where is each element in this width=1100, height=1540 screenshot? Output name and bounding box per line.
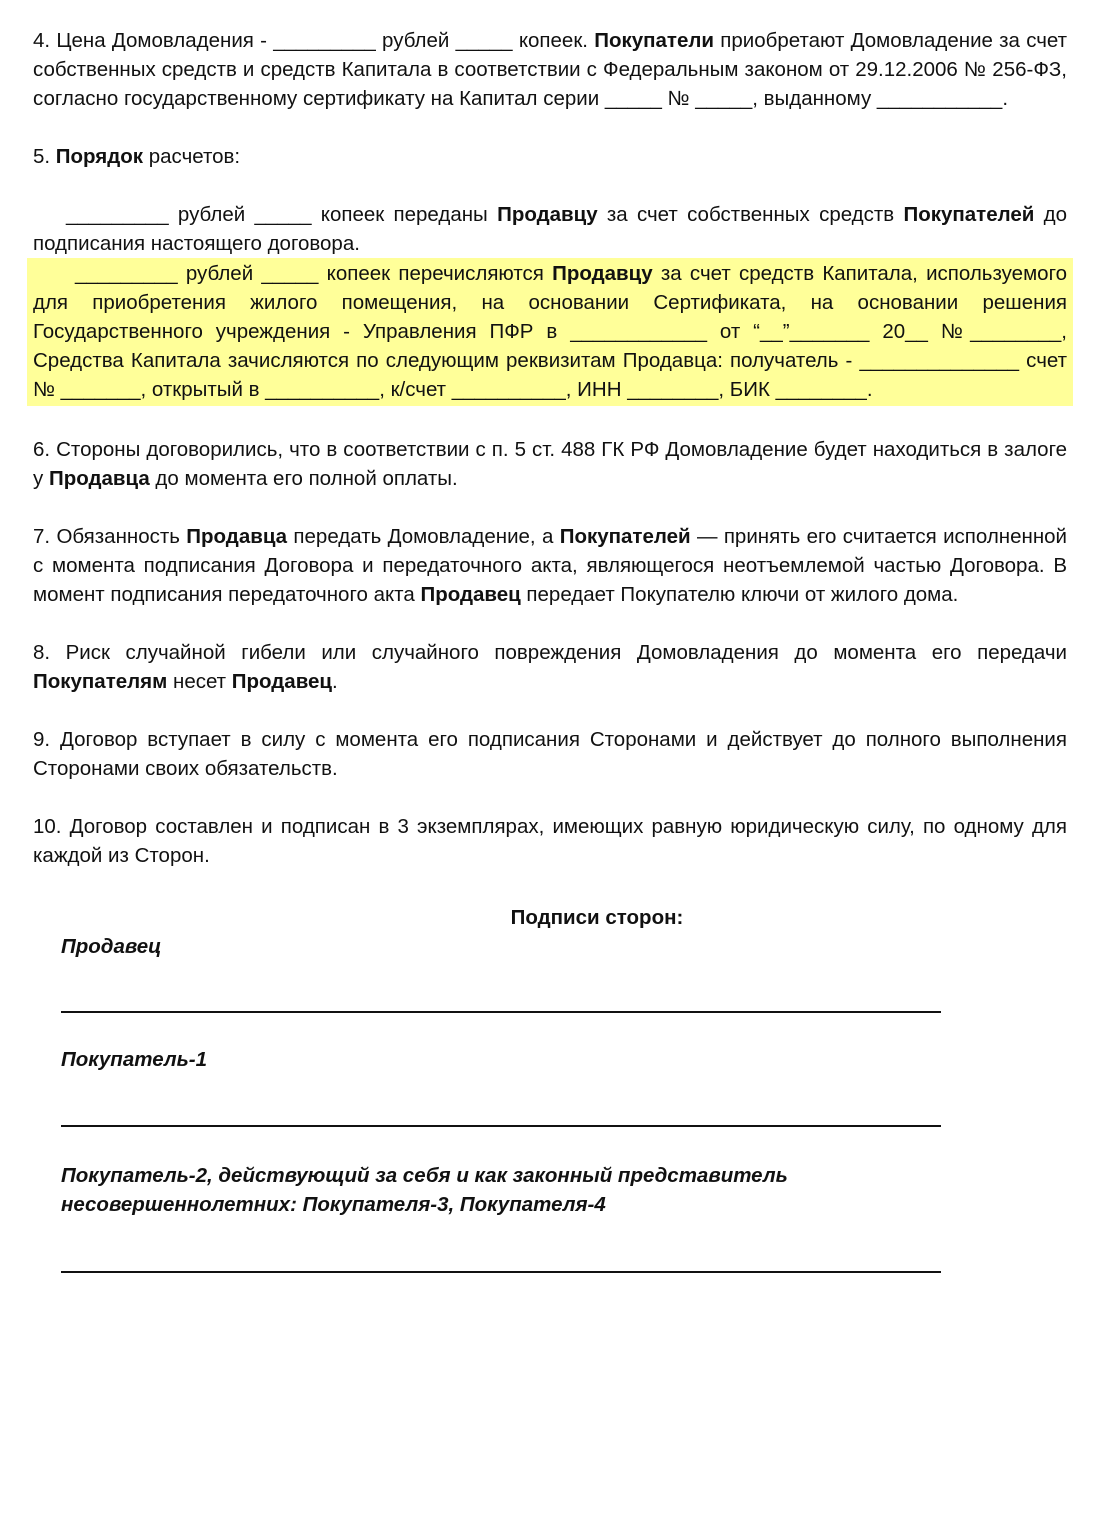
buyer2-signature-line bbox=[61, 1271, 941, 1273]
clause-5-heading bbox=[33, 142, 1067, 171]
clause-5-own-funds-text: _________ рублей _____ копеек переданы bbox=[66, 203, 498, 226]
clause-5-number: 5. bbox=[33, 145, 56, 168]
seller-bold: Продавца bbox=[186, 525, 288, 548]
clause-8-text: 8. Риск случайной гибели или случайного повреждения Домовладения до момента его передачи bbox=[33, 641, 1067, 664]
clause-4-text-rest: приобретают Домовладение за счет собственных средств и средств Капитала в соответствии с Федеральным законом от 29.12.2006 № 256-ФЗ, согласно государственному сертификату на Капитал серии _____ № _____, выданному ___________. bbox=[33, 29, 1068, 110]
clause-5-capital-funds bbox=[33, 259, 1067, 404]
seller-bold: Продавец bbox=[231, 670, 333, 693]
seller-bold: Продавцу bbox=[497, 203, 598, 226]
buyers-bold: Покупателей bbox=[559, 525, 691, 548]
clause-5-own-funds bbox=[33, 200, 1067, 258]
clause-10: 10. Договор составлен и подписан в 3 экземплярах, имеющих равную юридическую силу, по одному для каждой из Сторон. bbox=[33, 815, 1067, 867]
clause-6-text-rest: до момента его полной оплаты. bbox=[149, 467, 458, 490]
clause-8 bbox=[33, 638, 1067, 696]
highlighted-capital-clause bbox=[27, 258, 1073, 406]
clause-5-capital-text-rest: за счет средств Капитала, используемого для приобретения жилого помещения, на основании Сертификата, на основании решения Государственного учреждения - Управления ПФР в ____________ от “__”_______ 20__ №________, Средства Капитала зачисляются по следующим реквизитам Продавца: получатель - ______________ счет № _______, открытый в __________, к/счет __________, ИНН ________, БИК ________. bbox=[33, 262, 1067, 401]
signatures-block bbox=[33, 932, 1067, 1273]
buyer2-signature-label-line2: несовершеннолетних: Покупателя-3, Покупателя-4 bbox=[61, 1193, 606, 1216]
clause-5-text: расчетов: bbox=[143, 145, 241, 168]
buyers-bold: Покупателям bbox=[33, 670, 168, 693]
seller-signature-label: Продавец bbox=[61, 935, 162, 958]
clause-5-own-funds-text-3: до подписания настоящего договора. bbox=[33, 203, 1068, 255]
clause-4-bold: Покупатели bbox=[594, 29, 715, 52]
clause-6-text: 6. Стороны договорились, что в соответствии с п. 5 ст. 488 ГК РФ Домовладение будет находиться в залоге у bbox=[33, 438, 1067, 490]
clause-8-text-2: несет bbox=[167, 670, 232, 693]
clause-4 bbox=[33, 26, 1067, 113]
clause-7 bbox=[33, 522, 1067, 609]
clause-8-text-3: . bbox=[332, 670, 338, 693]
buyer1-signature-label: Покупатель-1 bbox=[61, 1048, 207, 1071]
clause-5-capital-text: _________ рублей _____ копеек перечисляются bbox=[75, 262, 553, 285]
clause-9: 9. Договор вступает в силу с момента его подписания Сторонами и действует до полного выполнения Сторонами своих обязательств. bbox=[33, 728, 1067, 780]
clause-7-text-3: — принять его считается исполненной с момента подписания Договора и передаточного акта, являющегося неотъемлемой частью Договора. В момент подписания передаточного акта bbox=[33, 525, 1067, 606]
clause-6 bbox=[33, 435, 1067, 493]
seller-bold: Продавцу bbox=[552, 262, 653, 285]
buyer2-signature-label-line1: Покупатель-2, действующий за себя и как законный представитель bbox=[61, 1164, 788, 1187]
clause-5-bold: Порядок bbox=[55, 145, 144, 168]
clause-5-own-funds-text-2: за счет собственных средств bbox=[597, 203, 904, 226]
signatures-title: Подписи сторон: bbox=[510, 906, 684, 929]
clause-7-text-4: передает Покупателю ключи от жилого дома. bbox=[520, 583, 959, 606]
clause-7-text-2: передать Домовладение, а bbox=[287, 525, 560, 548]
clause-7-text: 7. Обязанность bbox=[33, 525, 187, 548]
seller-bold: Продавец bbox=[420, 583, 521, 606]
buyers-bold: Покупателей bbox=[903, 203, 1035, 226]
seller-bold: Продавца bbox=[48, 467, 150, 490]
clause-4-text: 4. Цена Домовладения - _________ рублей _____ копеек. bbox=[33, 29, 595, 52]
